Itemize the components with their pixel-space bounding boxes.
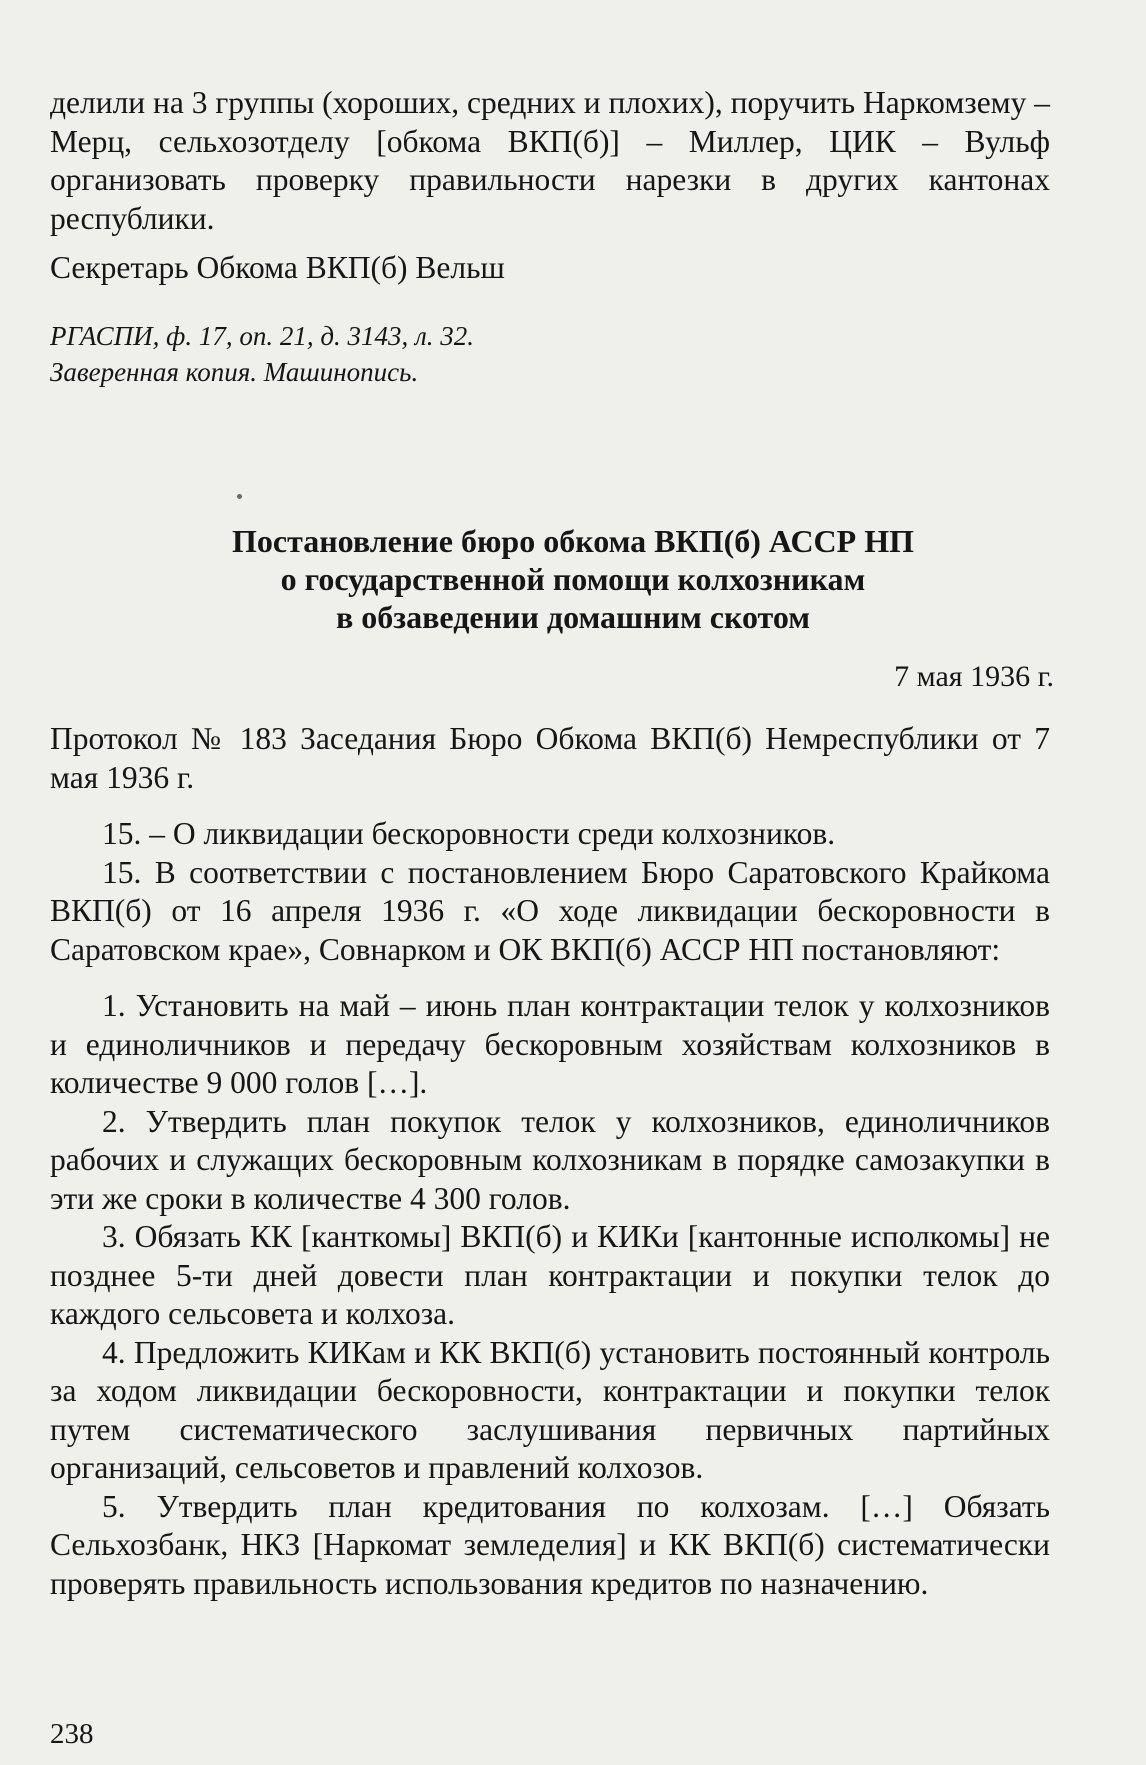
title-line-1: Постановление бюро обкома ВКП(б) АССР НП xyxy=(232,523,914,559)
point-1: 1. Установить на май – июнь план контрактации телок у колхозников и единоличников и передачу бескоровным хозяйствам колхозников в количестве 9 000 голов […]. xyxy=(50,988,1050,1100)
point-2: 2. Утвердить план покупок телок у колхозников, единоличников рабочих и служащих бескоровным колхозникам в порядке самозакупки в эти же сроки в количестве 4 300 голов. xyxy=(50,1103,1050,1216)
point-4: 4. Предложить КИКам и КК ВКП(б) установить постоянный контроль за ходом ликвидации бескоровности, контрактации и покупки телок путем систематического заслушивания первичных партийных организаций, сельсоветов и правлений колхозов. xyxy=(50,1334,1050,1485)
signature-line: Секретарь Обкома ВКП(б) Вельш xyxy=(50,250,505,285)
document-date: 7 мая 1936 г. xyxy=(894,660,1054,693)
continuation-paragraph: делили на 3 группы (хороших, средних и плохих), поручить Наркомзему – Мерц, сельхозотделу [обкома ВКП(б)] – Миллер, ЦИК – Вульф организовать проверку правильности нарезки в других кантонах республики. xyxy=(50,85,1050,236)
point-3: 3. Обязать КК [канткомы] ВКП(б) и КИКи [кантонные исполкомы] не позднее 5-ти дней довести план контрактации и покупки телок до каждого сельсовета и колхоза. xyxy=(50,1219,1050,1331)
copy-note: Заверенная копия. Машинопись. xyxy=(50,356,419,387)
protocol-line: Протокол № 183 Заседания Бюро Обкома ВКП(б) Немреспублики от 7 мая 1936 г. xyxy=(50,721,1050,795)
page-number: 238 xyxy=(50,1718,94,1750)
title-line-3: в обзаведении домашним скотом xyxy=(335,599,811,635)
scan-speck xyxy=(237,494,242,499)
top-section xyxy=(50,84,1050,390)
document-title xyxy=(80,522,1066,636)
document-body xyxy=(50,720,1050,1603)
item-body: 15. В соответствии с постановлением Бюро Саратовского Крайкома ВКП(б) от 16 апреля 1936 г. «О ходе ликвидации бескоровности в Саратовском крае», Совнарком и ОК ВКП(б) АССР НП постановляют: xyxy=(50,854,1050,967)
point-5: 5. Утвердить план кредитования по колхозам. […] Обязать Сельхозбанк, НКЗ [Наркомат земледелия] и КК ВКП(б) систематически проверять правильность использования кредитов по назначению. xyxy=(50,1488,1050,1601)
item-heading: 15. – О ликвидации бескоровности среди колхозников. xyxy=(102,816,836,851)
title-line-2: о государственной помощи колхозникам xyxy=(280,561,866,597)
archive-reference: РГАСПИ, ф. 17, оп. 21, д. 3143, л. 32. xyxy=(50,320,474,351)
